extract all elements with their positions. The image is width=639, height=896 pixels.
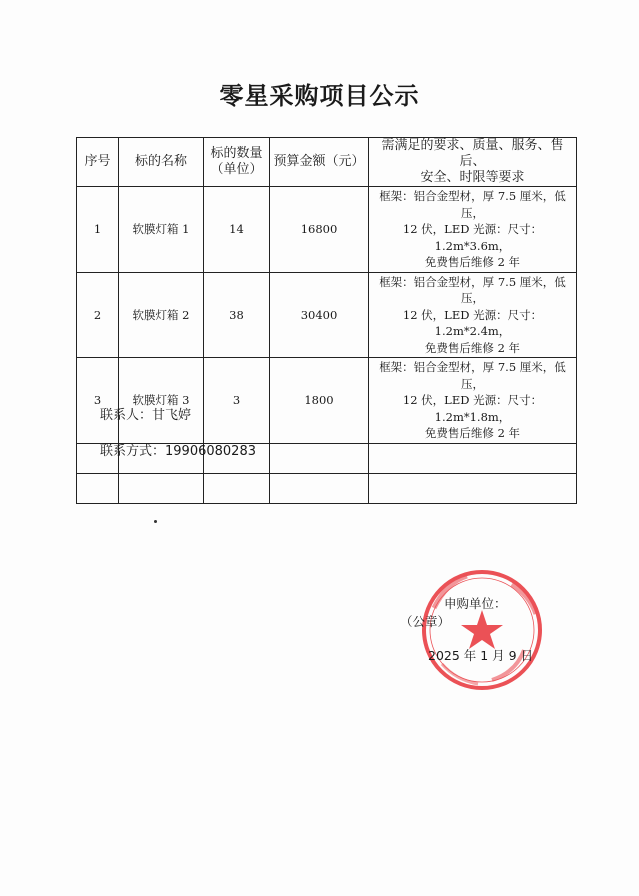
purchaser-label: 申购单位： [444,596,507,611]
cell-budget: 16800 [270,187,369,273]
cell-requirements: 框架：铝合金型材，厚 7.5 厘米，低压， 12 伏，LED 光源：尺寸：1.2m*2.4m， 免费售后维修 2 年 [369,272,577,358]
cell-requirements: 框架：铝合金型材，厚 7.5 厘米，低压， 12 伏，LED 光源：尺寸：1.2m*1.8m， 免费售后维修 2 年 [369,358,577,444]
table-row [77,272,577,358]
cell-name: 软膜灯箱 2 [119,272,204,358]
table-row-empty [77,473,577,503]
cell-no: 2 [77,272,119,358]
cell-name: 软膜灯箱 3 [119,358,204,444]
page-title: 零星采购项目公示 [219,82,420,110]
header-requirements: 需满足的要求、质量、服务、售后、 安全、时限等要求 [369,138,577,187]
table-header-row [77,138,577,187]
cell-qty: 3 [204,358,270,444]
cell-budget: 30400 [270,272,369,358]
scan-speck [154,520,157,523]
table-row [77,187,577,273]
header-qty: 标的数量 （单位） [204,138,270,187]
cell-no: 3 [77,358,119,444]
cell-no: 1 [77,187,119,273]
contact-phone: 联系方式：19906080283 [100,444,256,459]
cell-name: 软膜灯箱 1 [119,187,204,273]
official-stamp [400,568,562,693]
contact-person: 联系人：甘飞婷 [100,408,192,423]
seal-label: （公章） [400,614,451,629]
header-name: 标的名称 [119,138,204,187]
cell-qty: 38 [204,272,270,358]
stamp-seal-graphic [412,568,562,693]
document-date: 2025 年 1 月 9 日 [428,648,534,663]
cell-qty: 14 [204,187,270,273]
header-no: 序号 [77,138,119,187]
header-budget: 预算金额（元） [270,138,369,187]
cell-requirements: 框架：铝合金型材，厚 7.5 厘米，低压， 12 伏，LED 光源：尺寸：1.2m*3.6m， 免费售后维修 2 年 [369,187,577,273]
table-row [77,358,577,444]
cell-budget: 1800 [270,358,369,444]
